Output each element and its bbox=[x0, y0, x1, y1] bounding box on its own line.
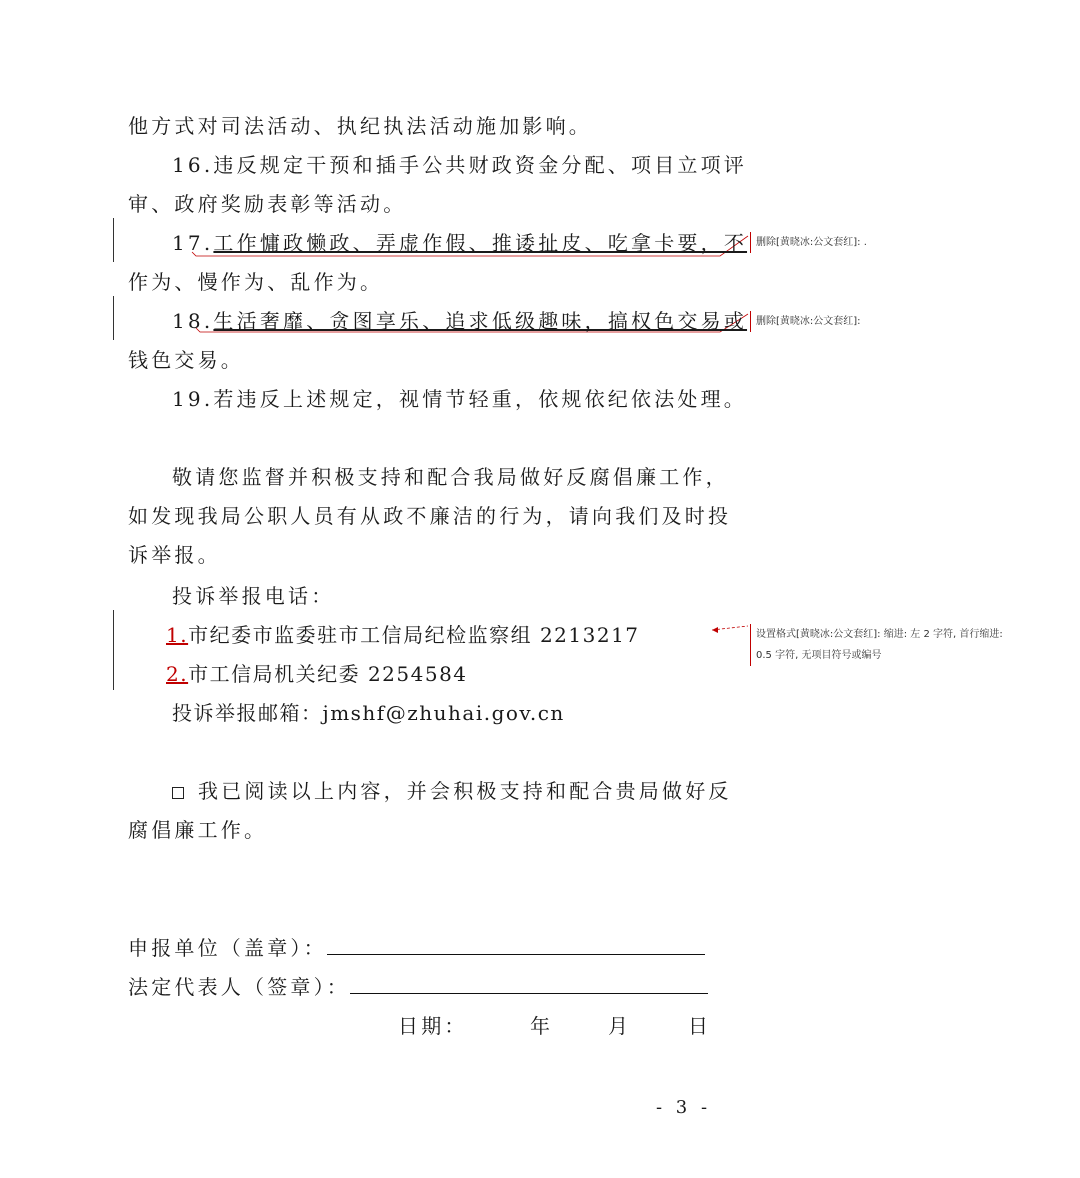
date-label: 日期： bbox=[398, 1014, 468, 1038]
text-line: 诉举报。 bbox=[128, 543, 221, 567]
representative-row bbox=[128, 975, 708, 999]
acknowledge-checkbox[interactable] bbox=[172, 787, 184, 799]
phone-entry-2 bbox=[166, 662, 468, 686]
date-year: 年 bbox=[530, 1014, 554, 1038]
format-comment[interactable] bbox=[750, 624, 1003, 666]
email-line: 投诉举报邮箱：jmshf@zhuhai.gov.cn bbox=[172, 701, 565, 725]
date-day: 日 bbox=[688, 1014, 712, 1038]
phone-entry-1 bbox=[166, 623, 640, 647]
unit-stamp-row bbox=[128, 936, 705, 960]
date-month: 月 bbox=[608, 1014, 632, 1038]
change-bar bbox=[113, 218, 114, 262]
text-line: 如发现我局公职人员有从政不廉洁的行为，请向我们及时投 bbox=[128, 504, 732, 528]
phone-text: 市纪委市监委驻市工信局纪检监察组 2213217 bbox=[188, 623, 640, 647]
text-line: 审、政府奖励表彰等活动。 bbox=[128, 192, 407, 216]
page-number: - 3 - bbox=[656, 1097, 712, 1118]
text-line: 16.违反规定干预和插手公共财政资金分配、项目立项评 bbox=[172, 153, 748, 177]
item-number: 17. bbox=[172, 231, 214, 255]
acknowledgement-line bbox=[172, 779, 732, 803]
text-line bbox=[172, 231, 747, 255]
revision-comment[interactable]: 删除[黄晓冰:公文套红]: . bbox=[750, 232, 867, 253]
text-line: 钱色交易。 bbox=[128, 348, 244, 372]
list-number: 2. bbox=[166, 662, 189, 686]
inserted-text: 生活奢靡、贪图享乐、追求低级趣味，搞权色交易或 bbox=[213, 309, 748, 333]
unit-label: 申报单位（盖章）： bbox=[128, 936, 327, 960]
text-line: 作为、慢作为、乱作为。 bbox=[128, 270, 384, 294]
change-bar bbox=[113, 610, 114, 690]
change-bar bbox=[113, 296, 114, 340]
phone-text: 市工信局机关纪委 2254584 bbox=[188, 662, 468, 686]
representative-field[interactable] bbox=[350, 975, 708, 994]
list-number: 1. bbox=[166, 623, 189, 647]
phone-label: 投诉举报电话： bbox=[172, 584, 335, 608]
text-line: 19.若违反上述规定，视情节轻重，依规依纪依法处理。 bbox=[172, 387, 748, 411]
comment-line: 0.5 字符, 无项目符号或编号 bbox=[756, 650, 882, 661]
revision-comment[interactable]: 删除[黄晓冰:公文套红]: bbox=[750, 311, 861, 332]
item-number: 18. bbox=[172, 309, 214, 333]
unit-field[interactable] bbox=[327, 936, 705, 955]
comment-line: 设置格式[黄晓冰:公文套红]: 缩进: 左 2 字符, 首行缩进: bbox=[756, 629, 1003, 640]
acknowledgement-text: 我已阅读以上内容，并会积极支持和配合贵局做好反 bbox=[198, 779, 732, 803]
text-line bbox=[172, 309, 747, 333]
text-line: 敬请您监督并积极支持和配合我局做好反腐倡廉工作， bbox=[172, 465, 729, 489]
text-line: 腐倡廉工作。 bbox=[128, 818, 268, 842]
text-line: 他方式对司法活动、执纪执法活动施加影响。 bbox=[128, 114, 592, 138]
inserted-text: 工作慵政懒政、弄虚作假、推诿扯皮、吃拿卡要，不 bbox=[213, 231, 748, 255]
representative-label: 法定代表人（签章）： bbox=[128, 975, 350, 999]
